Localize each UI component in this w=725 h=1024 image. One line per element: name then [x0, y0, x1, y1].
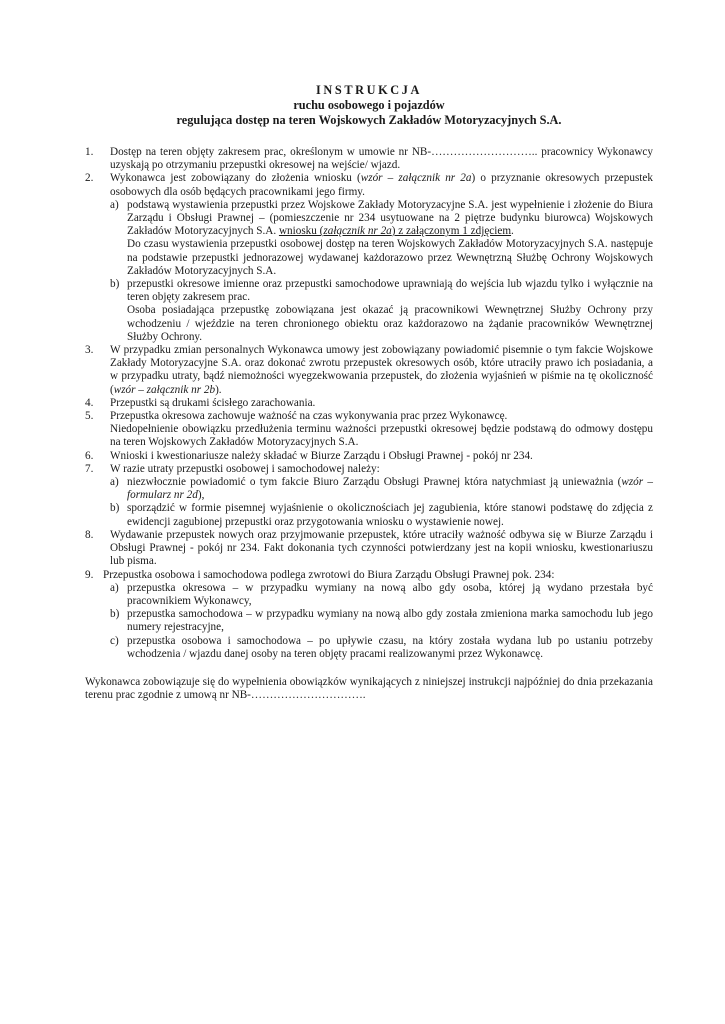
list-item-5: [85, 410, 653, 450]
attachment-link-italic: załącznik nr 2a: [323, 225, 392, 238]
list-item-6: [85, 450, 653, 463]
sub-list: [110, 199, 653, 344]
sub-item-a: [110, 476, 653, 502]
item-text: W razie utraty przepustki osobowej i samochodowej należy:: [110, 462, 380, 475]
sub-item-c: [110, 635, 653, 661]
item-text: Wydawanie przepustek nowych oraz przyjmowanie przepustek, które utraciły ważność odbywa się w Biurze Zarządu i Obsługi Prawnej - pokój nr 234. Fakt dokonania tych czynności potwierdzany jest na kopii wniosku, kwestionariuszu lub pisma.: [110, 528, 653, 568]
item-number: 8.: [85, 528, 94, 541]
sub-text-italic: wzór – formularz nr 2d: [127, 476, 654, 502]
item-text: Dostęp na teren objęty zakresem prac, określonym w umowie nr NB-……………………….. pracownicy Wykonawcy uzyskają po otrzymaniu przepustki okresowej na wejście/ wjazd.: [110, 146, 653, 172]
instruction-list: [85, 146, 653, 661]
sub-text: przepustka okresowa – w przypadku wymiany na nową albo gdy osoba, której ją wydano przestała być pracownikiem Wykonawcy,: [127, 581, 653, 607]
item-text-italic: wzór – załącznik nr 2b: [113, 383, 216, 396]
sub-list: [110, 476, 653, 529]
item-number: 5.: [85, 410, 94, 423]
sub-paragraph: Osoba posiadająca przepustkę zobowiązana jest okazać ją pracownikowi Wewnętrznej Służby Ochrony przy wchodzeniu / wjeździe na teren chronionego obiektu oraz każdorazowo na żądanie pracowników Wewnętrznej Służby Ochrony.: [127, 304, 653, 343]
item-text: ).: [215, 383, 222, 396]
list-item-4: [85, 397, 653, 410]
item-number: 2.: [85, 172, 94, 185]
list-item-2: [85, 172, 653, 344]
item-text: Przepustka osobowa i samochodowa podlega zwrotowi do Biura Zarządu Obsługi Prawnej pok. 234:: [103, 568, 555, 581]
item-number: 4.: [85, 396, 94, 409]
closing-statement: Wykonawca zobowiązuje się do wypełnienia obowiązków wynikających z niniejszej instrukcji najpóźniej do dnia przekazania terenu prac zgodnie z umową nr NB-………………………….: [85, 675, 653, 702]
sub-item-b: [110, 278, 653, 344]
attachment-link-text: wniosku (: [278, 225, 324, 238]
item-paragraph: Niedopełnienie obowiązku przedłużenia terminu ważności przepustki okresowej będzie podstawą do odmowy dostępu na teren Wojskowych Zakładów Motoryzacyjnych S.A.: [110, 423, 653, 449]
sub-letter: b): [110, 608, 120, 621]
item-number: 1.: [85, 146, 94, 158]
item-number: 6.: [85, 449, 94, 462]
item-text: Wnioski i kwestionariusze należy składać w Biurze Zarządu i Obsługi Prawnej - pokój nr 234.: [110, 449, 533, 462]
title-line-1: INSTRUKCJA: [316, 83, 422, 97]
sub-letter: c): [110, 634, 119, 647]
item-text: W przypadku zmian personalnych Wykonawca umowy jest zobowiązany powiadomić pisemnie o tym fakcie Wojskowe Zakłady Motoryzacyjne S.A. oraz dokonać zwrotu przepustek okresowych osób, które utraciły prawo ich posiadania, a w przypadku utraty, bądź niemożności wyegzekwowania przepustek, do złożenia wyjaśnień w piśmie na tę okoliczność (: [110, 344, 653, 396]
sub-text: przepustki okresowe imienne oraz przepustki samochodowe uprawniają do wejścia lub wjazdu tylko i wyłącznie na teren objęty zakresem prac.: [127, 278, 653, 304]
sub-letter: b): [110, 278, 120, 291]
sub-item-a: [110, 582, 653, 608]
sub-text: ),: [197, 489, 205, 502]
sub-text: przepustka osobowa i samochodowa – po upływie czasu, na który została wydana lub po ustaniu potrzeby wchodzenia / wjazdu danej osoby na teren objęty pracami realizowanymi przez Wykonawcę.: [127, 634, 653, 660]
sub-letter: b): [110, 502, 120, 515]
list-item-7: [85, 463, 653, 529]
sub-text: sporządzić w formie pisemnej wyjaśnienie o okolicznościach jej zagubienia, które stanowi podstawę do zdjęcia z ewidencji zagubionej przepustki oraz przygotowania wniosku o wystawienie nowej.: [127, 502, 653, 528]
list-item-9: [85, 569, 653, 661]
list-item-1: [85, 146, 653, 172]
sub-letter: a): [110, 476, 119, 489]
item-text: Przepustka okresowa zachowuje ważność na czas wykonywania prac przez Wykonawcę.: [110, 410, 508, 423]
sub-text: przepustka samochodowa – w przypadku wymiany na nową albo gdy została zmieniona marka samochodu lub jego numery rejestracyjne,: [127, 608, 653, 634]
sub-text: niezwłocznie powiadomić o tym fakcie Biuro Zarządu Obsługi Prawnej która natychmiast ją unieważnia (: [127, 476, 622, 489]
item-number: 7.: [85, 462, 94, 475]
list-item-8: [85, 529, 653, 569]
title-line-2: ruchu osobowego i pojazdów: [293, 98, 445, 112]
list-item-3: [85, 344, 653, 397]
document-title: [85, 83, 653, 128]
sub-text: .: [511, 225, 514, 238]
sub-list: [110, 582, 653, 661]
sub-letter: a): [110, 581, 119, 594]
attachment-link-text: ) z załączonym 1 zdjęciem: [391, 225, 512, 238]
item-text: Przepustki są drukami ścisłego zarachowania.: [110, 396, 316, 409]
item-text: Wykonawca jest zobowiązany do złożenia wniosku (: [110, 172, 361, 185]
item-text-italic: wzór – załącznik nr 2a: [360, 172, 472, 185]
sub-item-b: [110, 608, 653, 634]
sub-text: podstawą wystawienia przepustki przez Wojskowe Zakłady Motoryzacyjne S.A. jest wypełnienie i złożenie do Biura Zarządu i Obsługi Prawnej – (pomieszczenie nr 234 usytuowane na 2 piętrze budynku biurowca) Wojskowych Zakładów Motoryzacyjnych S.A.: [127, 198, 653, 238]
sub-item-a: [110, 199, 653, 278]
sub-paragraph: Do czasu wystawienia przepustki osobowej dostęp na teren Wojskowych Zakładów Motoryzacyjnych S.A. następuje na podstawie przepustki jednorazowej wydawanej każdorazowo przez Wewnętrzną Służbę Ochrony Wojskowych Zakładów Motoryzacyjnych S.A.: [127, 238, 653, 277]
item-text: ) o przyznanie okresowych przepustek osobowych dla osób będących pracownikami jego firmy.: [110, 172, 653, 198]
item-number: 3.: [85, 344, 94, 357]
title-line-3: regulująca dostęp na teren Wojskowych Zakładów Motoryzacyjnych S.A.: [176, 113, 562, 127]
sub-letter: a): [110, 198, 119, 211]
sub-item-b: [110, 502, 653, 528]
item-number: 9.: [85, 568, 94, 581]
